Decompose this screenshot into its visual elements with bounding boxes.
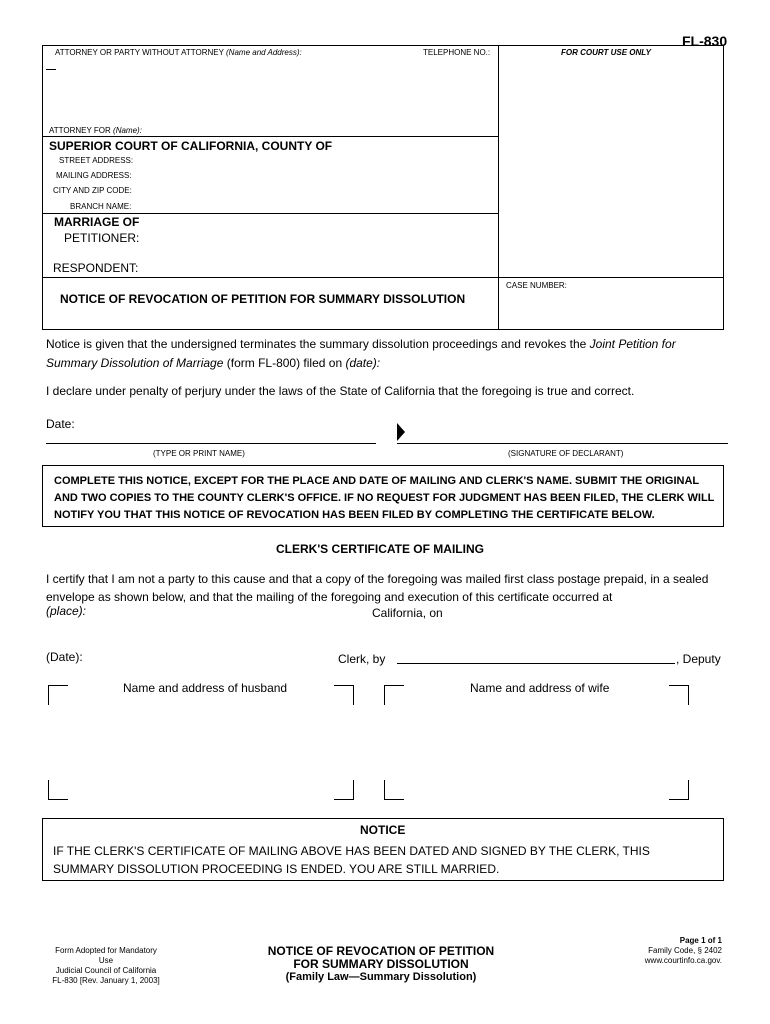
court-divider xyxy=(42,213,498,214)
branch-label: BRANCH NAME: xyxy=(70,202,132,211)
instructions-text: COMPLETE THIS NOTICE, EXCEPT FOR THE PLACE AND DATE OF MAILING AND CLERK'S NAME. SUBMIT THE ORIGINAL AND TWO COPIES TO THE COUNTY CLERK'S OFFICE. IF NO REQUEST FOR JUDGMENT HAS BEEN FILED, THE CLERK WILL NOTIFY YOU THAT THIS NOTICE OF REVOCATION HAS BEEN FILED BY COMPLETING THE CERTIFICATE BELOW. xyxy=(54,475,715,521)
attorney-name-field[interactable] xyxy=(55,60,485,120)
final-notice-text: IF THE CLERK'S CERTIFICATE OF MAILING ABOVE HAS BEEN DATED AND SIGNED BY THE CLERK, THIS SUMMARY DISSOLUTION PROCEEDING IS ENDED. YOU ARE STILL MARRIED. xyxy=(53,844,650,876)
wife-address-label: Name and address of wife xyxy=(470,681,610,695)
husband-bracket-tr xyxy=(334,685,354,705)
telephone-label: TELEPHONE NO.: xyxy=(423,48,491,57)
mailing-label: MAILING ADDRESS: xyxy=(56,171,132,180)
page-number: Page 1 of 1 xyxy=(679,936,722,945)
footer-legal xyxy=(620,936,722,966)
clerk-heading: CLERK'S CERTIFICATE OF MAILING xyxy=(276,542,484,556)
wife-bracket-tl xyxy=(384,685,404,705)
form-number: FL-830 xyxy=(682,33,728,49)
husband-address-field[interactable] xyxy=(70,700,330,795)
caption-divider xyxy=(498,45,499,330)
court-website: www.courtinfo.ca.gov. xyxy=(644,956,722,965)
declaration-text: I declare under penalty of perjury under the laws of the State of California that the foregoing is true and correct. xyxy=(46,384,635,398)
court-use-label: FOR COURT USE ONLY xyxy=(561,48,651,57)
husband-bracket-br xyxy=(334,780,354,800)
type-name-line[interactable] xyxy=(46,443,376,444)
form-title: NOTICE OF REVOCATION OF PETITION FOR SUMMARY DISSOLUTION xyxy=(60,292,466,306)
court-title: SUPERIOR COURT OF CALIFORNIA, COUNTY OF xyxy=(49,139,333,153)
signature-line[interactable] xyxy=(397,443,728,444)
signature-label: (SIGNATURE OF DECLARANT) xyxy=(508,449,624,458)
husband-address-label: Name and address of husband xyxy=(123,681,288,695)
adopted-text: Form Adopted for Mandatory Use Judicial Council of California FL-830 [Rev. January 1, 2003] xyxy=(52,946,160,985)
respondent-label: RESPONDENT: xyxy=(53,261,139,275)
street-label: STREET ADDRESS: xyxy=(59,156,134,165)
wife-bracket-bl xyxy=(384,780,404,800)
wife-address-field[interactable] xyxy=(405,700,665,795)
clerk-date-label: (Date): xyxy=(46,650,83,664)
notice-text: Notice is given that the undersigned terminates the summary dissolution proceedings and revokes the Joint Petition for Summary Dissolution of Marriage (form FL-800) filed on (date): xyxy=(46,337,676,370)
certify-text: I certify that I am not a party to this cause and that a copy of the foregoing was mailed first class postage prepaid, in a sealed envelope as shown below, and that the mailing of the foregoing and execution of this certificate occurred at xyxy=(46,572,709,604)
clerk-name-line[interactable] xyxy=(397,663,675,664)
clerk-by-label: Clerk, by xyxy=(338,652,386,666)
attorney-divider xyxy=(42,136,498,137)
city-label: CITY AND ZIP CODE: xyxy=(53,186,132,195)
california-label: California, on xyxy=(372,606,443,620)
case-number-field[interactable] xyxy=(503,292,718,324)
husband-bracket-bl xyxy=(48,780,68,800)
notice-date-label: Date: xyxy=(46,417,75,431)
place-label: (place): xyxy=(46,604,87,618)
attorney-label: ATTORNEY OR PARTY WITHOUT ATTORNEY (Name and Address): xyxy=(55,48,302,57)
footer-title: NOTICE OF REVOCATION OF PETITION FOR SUMMARY DISSOLUTION (Family Law—Summary Dissolution) xyxy=(267,944,495,983)
case-number-label: CASE NUMBER: xyxy=(506,281,567,290)
family-code: Family Code, § 2402 xyxy=(648,946,722,955)
arrow-icon xyxy=(397,423,405,441)
final-notice-heading: NOTICE xyxy=(360,823,406,837)
petitioner-label: PETITIONER: xyxy=(64,231,140,245)
wife-bracket-tr xyxy=(669,685,689,705)
attorney-for-label: ATTORNEY FOR (Name): xyxy=(49,126,142,135)
deputy-label: , Deputy xyxy=(676,652,721,666)
husband-bracket-tl xyxy=(48,685,68,705)
parties-divider xyxy=(42,277,724,278)
marriage-label: MARRIAGE OF xyxy=(54,215,140,229)
type-name-label: (TYPE OR PRINT NAME) xyxy=(153,449,245,458)
wife-bracket-br xyxy=(669,780,689,800)
